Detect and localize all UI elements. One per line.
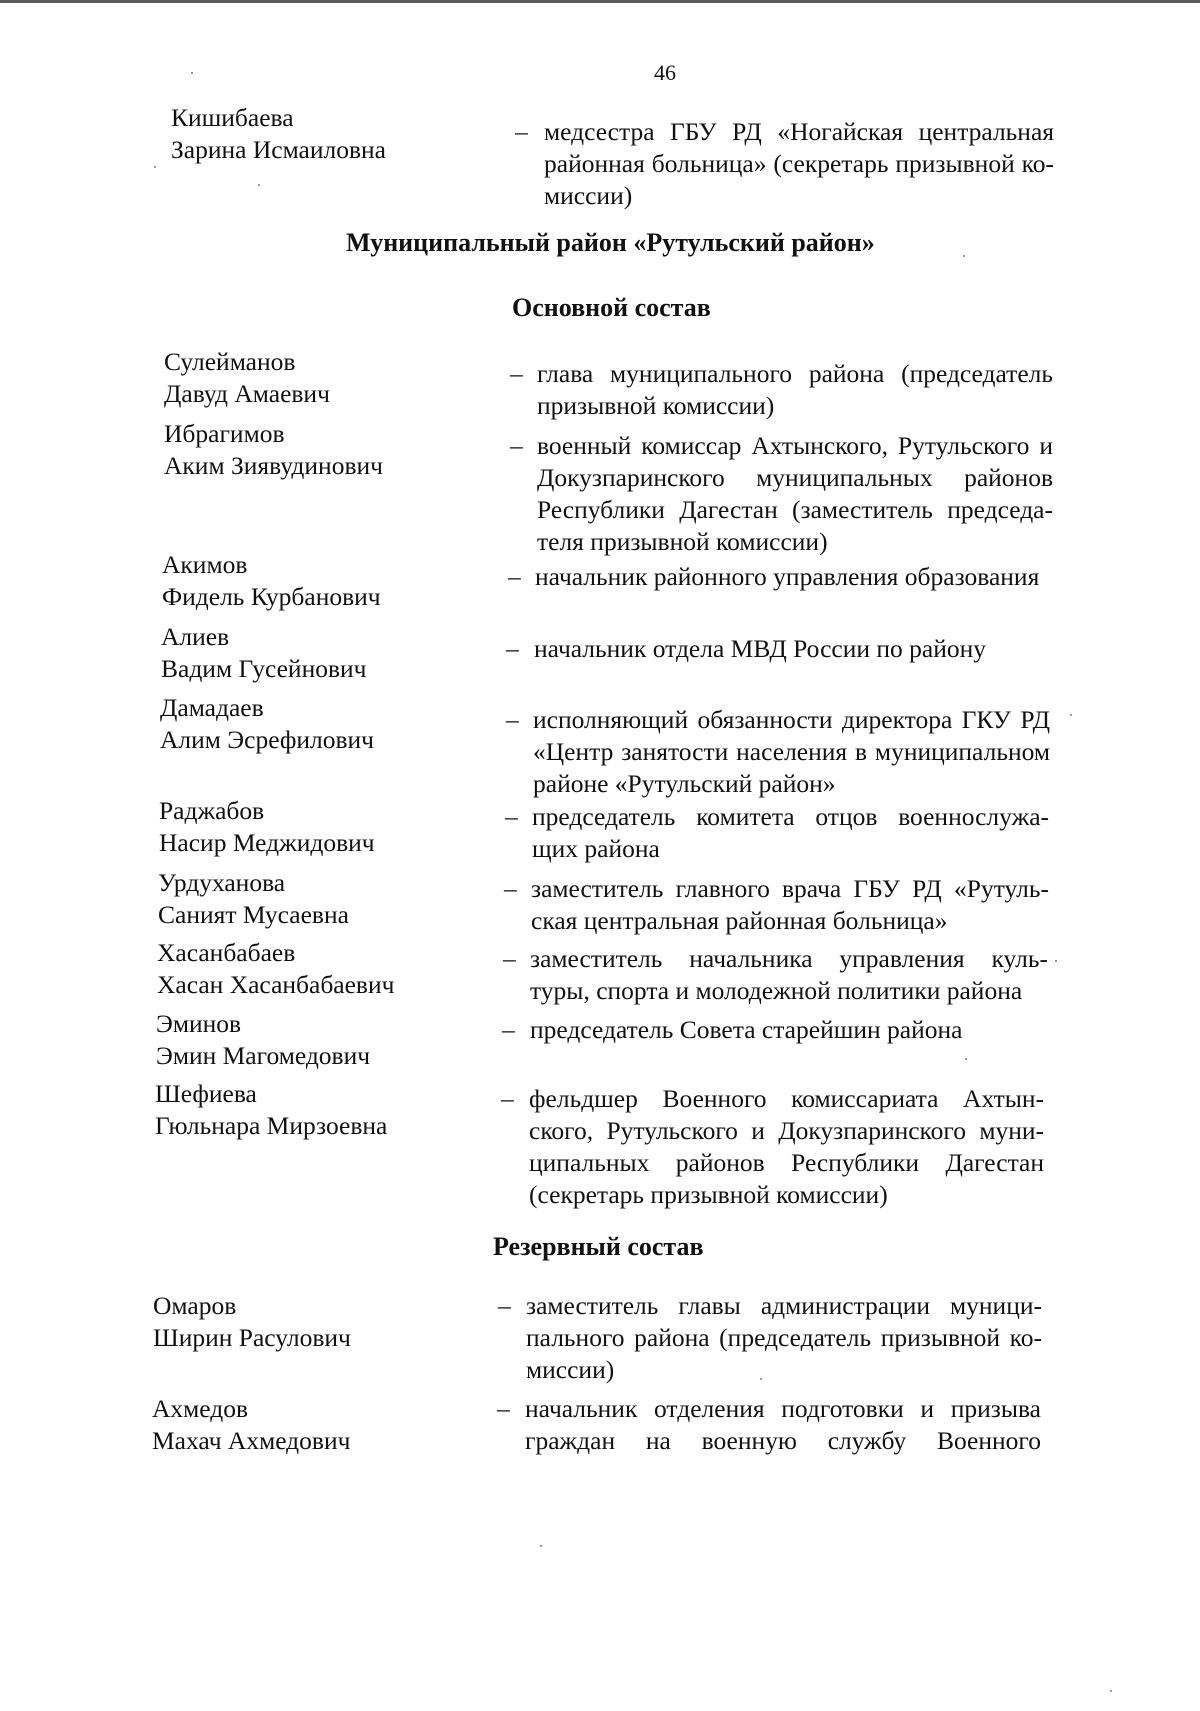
member-name xyxy=(159,795,375,859)
member-name xyxy=(152,1393,350,1457)
member-surname: Кишибаева xyxy=(171,103,294,132)
scan-speck xyxy=(963,255,965,257)
member-surname: Ибрагимов xyxy=(164,419,285,448)
scan-speck xyxy=(1070,714,1072,716)
position-line: граждан на военную службу Военного xyxy=(525,1426,1041,1455)
position-line: начальник районного управления образования xyxy=(535,562,1040,591)
dash: – xyxy=(510,431,523,460)
position-line: начальник отдела МВД России по району xyxy=(534,634,987,663)
position-line: военный комиссар Ахтынского, Рутульского и xyxy=(537,431,1053,460)
position-line: туры, спорта и молодежной политики района xyxy=(530,976,1023,1005)
member-surname: Омаров xyxy=(153,1291,237,1320)
member-surname: Акимов xyxy=(162,550,248,579)
member-name xyxy=(164,418,383,482)
position-line: председатель Совета старейшин района xyxy=(530,1015,963,1044)
member-position xyxy=(526,1290,1042,1386)
member-position xyxy=(535,561,1051,593)
member-given-name: Гюльнара Мирзоевна xyxy=(155,1111,388,1140)
dash: – xyxy=(506,705,519,734)
main-composition-heading: Основной состав xyxy=(512,293,711,322)
scan-speck xyxy=(1055,960,1057,962)
position-line: теля призывной комиссии) xyxy=(537,527,828,556)
dash: – xyxy=(502,1015,515,1044)
position-line: ципальных районов Республики Дагестан xyxy=(529,1148,1044,1177)
member-surname: Ахмедов xyxy=(152,1394,249,1423)
scan-speck xyxy=(258,184,260,186)
reserve-composition-heading: Резервный состав xyxy=(493,1232,704,1261)
scan-speck xyxy=(1110,1690,1112,1692)
member-position xyxy=(531,873,1049,937)
position-line: миссии) xyxy=(526,1355,615,1384)
position-line: ская центральная районная больница» xyxy=(531,906,948,935)
position-line: Докузпаринского муниципальных районов xyxy=(537,463,1053,492)
dash: – xyxy=(498,1291,511,1320)
position-line: заместитель начальника управления куль- xyxy=(530,944,1048,973)
member-position xyxy=(530,943,1048,1007)
member-name xyxy=(171,102,386,166)
member-position xyxy=(530,1014,1048,1046)
member-name xyxy=(156,1008,370,1072)
member-given-name: Фидель Курбанович xyxy=(162,582,381,611)
position-line: щих района xyxy=(532,834,660,863)
position-line: «Центр занятости населения в муниципальном xyxy=(533,737,1050,766)
position-line: призывной комиссии) xyxy=(537,391,775,420)
member-position xyxy=(525,1393,1041,1457)
member-position xyxy=(537,358,1053,422)
member-position xyxy=(529,1083,1044,1211)
member-given-name: Саният Мусаевна xyxy=(158,900,349,929)
position-line: районная больница» (секретарь призывной ко- xyxy=(544,149,1054,178)
scan-top-edge xyxy=(0,0,1200,3)
position-line: начальник отделения подготовки и призыва xyxy=(525,1394,1041,1423)
dash: – xyxy=(510,359,523,388)
position-line: заместитель главы администрации муници- xyxy=(526,1291,1042,1320)
member-given-name: Алим Эсрефилович xyxy=(160,725,374,754)
position-line: Республики Дагестан (заместитель председа- xyxy=(537,495,1053,524)
dash: – xyxy=(504,874,517,903)
dash: – xyxy=(506,634,519,663)
dash: – xyxy=(501,1084,514,1113)
position-line: ского, Рутульского и Докузпаринского муни- xyxy=(529,1116,1044,1145)
member-given-name: Хасан Хасанбабаевич xyxy=(157,970,395,999)
position-line: (секретарь призывной комиссии) xyxy=(529,1180,888,1209)
member-given-name: Ширин Расулович xyxy=(153,1323,351,1352)
member-position xyxy=(533,704,1050,800)
member-given-name: Аким Зиявудинович xyxy=(164,451,383,480)
member-name xyxy=(157,937,394,1001)
member-surname: Эминов xyxy=(156,1009,242,1038)
dash: – xyxy=(505,802,518,831)
position-line: фельдшер Военного комиссариата Ахтын- xyxy=(529,1084,1044,1113)
member-position xyxy=(532,801,1049,865)
member-surname: Алиев xyxy=(161,622,230,651)
member-position xyxy=(544,116,1054,212)
member-position xyxy=(537,430,1053,558)
member-given-name: Вадим Гусейнович xyxy=(161,654,367,683)
member-surname: Дамадаев xyxy=(160,693,264,722)
member-given-name: Зарина Исмаиловна xyxy=(171,135,386,164)
dash: – xyxy=(497,1394,510,1423)
position-line: председатель комитета отцов военнослужа- xyxy=(532,802,1049,831)
position-line: медсестра ГБУ РД «Ногайская центральная xyxy=(544,117,1054,146)
member-position xyxy=(534,633,1050,665)
dash: – xyxy=(515,117,528,146)
position-line: исполняющий обязанности директора ГКУ РД xyxy=(533,705,1050,734)
member-given-name: Насир Меджидович xyxy=(159,828,375,857)
member-name xyxy=(153,1290,351,1354)
member-given-name: Эмин Магомедович xyxy=(156,1041,371,1070)
member-surname: Хасанбабаев xyxy=(157,938,296,967)
dash: – xyxy=(508,562,521,591)
scan-speck xyxy=(965,1058,967,1060)
position-line: заместитель главного врача ГБУ РД «Рутуль- xyxy=(531,874,1049,903)
member-surname: Шефиева xyxy=(155,1079,257,1108)
member-surname: Урдуханова xyxy=(158,868,286,897)
scan-speck xyxy=(191,72,193,74)
position-line: районе «Рутульский район» xyxy=(533,769,836,798)
page-number: 46 xyxy=(654,60,676,85)
member-name xyxy=(158,867,349,931)
scan-speck xyxy=(760,1378,762,1380)
dash: – xyxy=(503,944,516,973)
region-heading: Муниципальный район «Рутульский район» xyxy=(346,228,875,257)
position-line: глава муниципального района (председатель xyxy=(537,359,1053,388)
member-surname: Раджабов xyxy=(159,796,265,825)
member-given-name: Давуд Амаевич xyxy=(164,379,330,408)
member-name xyxy=(155,1078,387,1142)
member-name xyxy=(164,346,330,410)
scan-speck xyxy=(154,166,156,168)
member-name xyxy=(162,549,381,613)
scan-speck xyxy=(540,1545,542,1547)
member-given-name: Махач Ахмедович xyxy=(152,1426,351,1455)
member-surname: Сулейманов xyxy=(164,347,296,376)
position-line: миссии) xyxy=(544,181,633,210)
position-line: пального района (председатель призывной ко- xyxy=(526,1323,1042,1352)
member-name xyxy=(161,621,366,685)
member-name xyxy=(160,692,374,756)
